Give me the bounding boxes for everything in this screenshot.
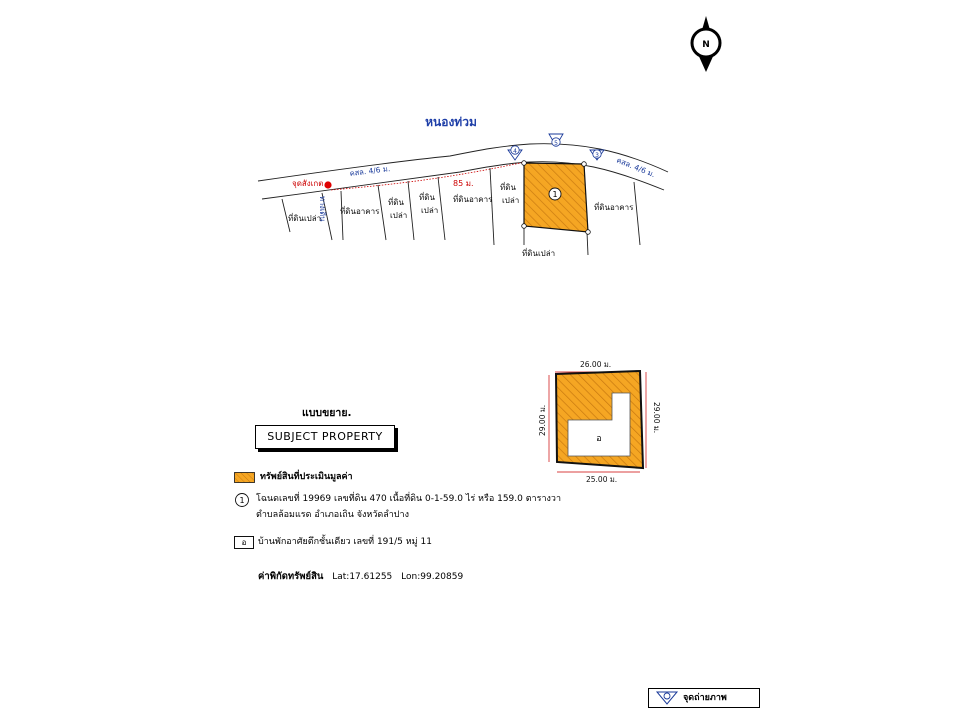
dim-top: 26.00 ม. (580, 360, 612, 369)
parcel-label: เปล่า (421, 206, 439, 215)
parcel-label: ที่ดินเปล่า (522, 249, 556, 258)
svg-text:4: 4 (513, 148, 517, 155)
deed-line-1: โฉนดเลขที่ 19969 เลขที่ดิน 470 เนื้อที่ดิน 0-1-59.0 ไร่ หรือ 159.0 ตารางวา (256, 494, 562, 504)
expanded-parcel (538, 360, 661, 484)
svg-text:3: 3 (595, 152, 599, 159)
subject-property-label: SUBJECT PROPERTY (255, 425, 395, 449)
parcel-label: ที่ดินอาคาร (340, 207, 380, 216)
road-label-west: คสล. 4/6 ม. (349, 164, 391, 178)
assessed-label: ทรัพย์สินที่ประเมินมูลค่า (260, 472, 353, 482)
building-legend-text: บ้านพักอาศัยตึกชั้นเดียว เลขที่ 191/5 หมู่ 11 (258, 537, 432, 547)
photo-marker-icon (508, 146, 522, 160)
main-road (258, 144, 668, 199)
svg-text:1: 1 (552, 190, 558, 199)
coordinates-lat: Lat:17.61255 (332, 572, 393, 582)
subject-marker (549, 188, 561, 200)
expanded-title: แบบขยาย. (302, 407, 352, 419)
photo-point-legend (648, 688, 760, 708)
deed-line-2: ตำบลล้อมแรด อำเภอเถิน จังหวัดลำปาง (256, 510, 409, 520)
photo-point-label: จุดถ่ายภาพ (683, 693, 727, 703)
building-marker: อ (596, 434, 602, 444)
photo-marker-icon (590, 150, 604, 160)
building-legend-marker: อ (234, 536, 254, 549)
parcel-label: เปล่า (502, 196, 520, 205)
parcel-label: ที่ดินอาคาร (453, 195, 493, 204)
dim-bottom: 25.00 ม. (586, 475, 618, 484)
parcel-label: ที่ดิน (500, 183, 516, 192)
start-point-icon (324, 181, 331, 188)
parcel-label: ที่ดินอาคาร (594, 203, 634, 212)
side-road-label: ทางเดิน (318, 196, 327, 222)
parcel-label: เปล่า (390, 211, 408, 220)
coordinates-lon: Lon:99.20859 (401, 572, 464, 582)
svg-text:N: N (702, 40, 710, 50)
dim-left: 29.00 ม. (538, 404, 547, 436)
coordinates (258, 569, 463, 584)
dim-right: 29.00 ม. (652, 402, 661, 434)
svg-text:1: 1 (239, 496, 245, 505)
place-name: หนองท่วม (425, 115, 477, 129)
parcel-label: ที่ดิน (419, 193, 435, 202)
north-arrow-icon (692, 16, 720, 72)
camera-point-icon (655, 690, 679, 706)
distance-label: 85 ม. (453, 179, 474, 188)
svg-text:5: 5 (554, 140, 558, 147)
road-label-east: คสล. 4/6 ม. (615, 155, 657, 180)
deed-marker-icon (234, 492, 250, 508)
parcel-label: ที่ดิน (388, 198, 404, 207)
assessed-swatch-icon (234, 472, 256, 484)
start-point-label: จุดสังเกต (292, 179, 324, 188)
legend (234, 470, 574, 552)
photo-marker-icon (549, 134, 563, 147)
parcel-label: ที่ดินเปล่า (288, 214, 322, 223)
coordinates-label: ค่าพิกัดทรัพย์สิน (258, 571, 324, 582)
